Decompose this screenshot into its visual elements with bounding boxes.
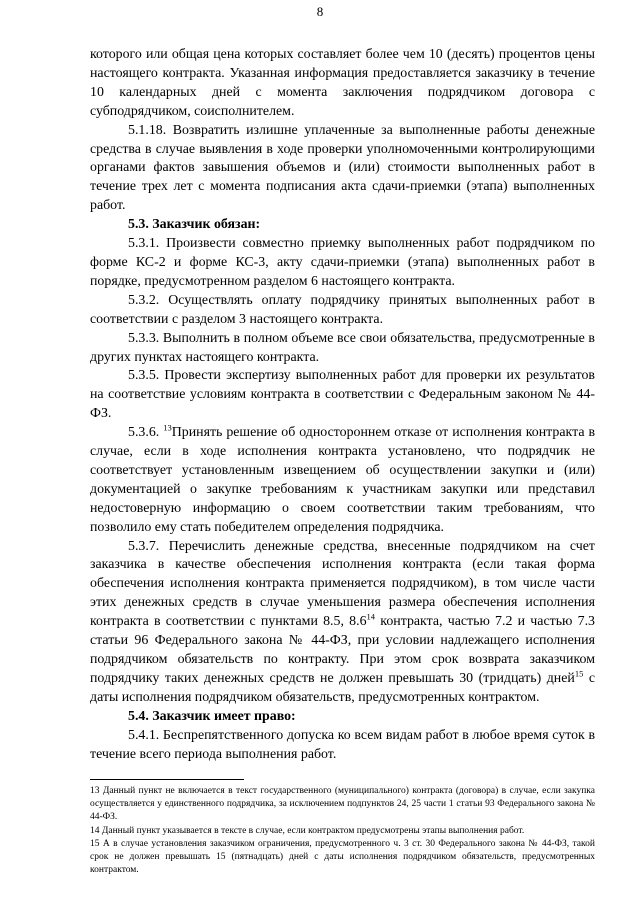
page-number: 8 xyxy=(316,4,324,19)
footnote-ref-15: 15 xyxy=(574,668,584,679)
footnote-separator xyxy=(90,779,244,780)
clause-5-3-5: 5.3.5. Провести экспертизу выполненных работ для проверки их результатов на соответствие условиям контракта в соответствии с Федеральным законом № 44-ФЗ. xyxy=(90,368,595,422)
footnote-15: 15 А в случае установления заказчиком ограничения, предусмотренного ч. 3 ст. 30 Федерального закона № 44-ФЗ, такой срок не должен превышать 15 (пятнадцать) дней с даты исполнения подрядчиком обязательств, предусмотренных контрактом. xyxy=(90,838,595,876)
clause-text-part-b: контракта, частью 7.2 и частью 7.3 статьи 96 Федерального закона № 44-ФЗ, при условии надлежащего исполнения подрядчиком обязательств по контракту. При этом срок возврата заказчиком подрядчику таких денежных средств не должен превышать 30 (тридцать) дней xyxy=(90,614,595,686)
clause-5-1-18: 5.1.18. Возвратить излишне уплаченные за выполненные работы денежные средства в случае выявления в ходе проверки уполномоченными контролирующими органами фактов завышения объемов и (или) стоимости выполненных работ в течение трех лет с момента подписания акта сдачи-приемки (этапа) выполненных работ. xyxy=(90,122,595,214)
clause-5-3-1: 5.3.1. Произвести совместно приемку выполненных работ подрядчиком по форме КС-2 и форме КС-3, акту сдачи-приемки (этапа) выполненных работ в порядке, предусмотренном разделом 6 настоящего контракта. xyxy=(90,236,595,289)
section-heading-5-3: 5.3. Заказчик обязан: xyxy=(128,217,261,233)
clause-text: Принять решение об одностороннем отказе от исполнения контракта в случае, если в ходе исполнения контракта установлено, что подрядчик не соответствует установленным извещением об осуществлении закупки и (или) документацией о закупке требованиям к участникам закупки или представил недостоверную информацию о своем соответствии таким требованиям, что позволило ему стать победителем определения подрядчика. xyxy=(90,425,595,535)
footnote-ref-13: 13 xyxy=(163,422,172,433)
clause-5-3-6 xyxy=(90,424,595,537)
footnote-14: 14 Данный пункт указывается в тексте в случае, если контрактом предусмотрены этапы выполнения работ. xyxy=(90,825,525,836)
clause-5-3-3: 5.3.3. Выполнить в полном объеме все свои обязательства, предусмотренные в других пунктах настоящего контракта. xyxy=(90,330,595,365)
clause-text-part-c: с даты исполнения подрядчиком обязательств, предусмотренных контрактом. xyxy=(90,670,595,705)
footnote-ref-14: 14 xyxy=(366,611,376,622)
clause-text-part-a: 5.3.7. Перечислить денежные средства, внесенные подрядчиком на счет заказчика в качестве обеспечения исполнения контракта (если такая форма обеспечения исполнения контракта применяется подрядчиком), в том числе части этих денежных средств в случае уменьшения размера обеспечения исполнения контракта в соответствии с пунктами 8.5, 8.6 xyxy=(90,538,595,630)
clause-number: 5.3.6. xyxy=(128,425,164,441)
section-heading-5-4: 5.4. Заказчик имеет право: xyxy=(128,708,296,724)
clause-5-4-1: 5.4.1. Беспрепятственного допуска ко всем видам работ в любое время суток в течение всего периода выполнения работ. xyxy=(90,727,595,762)
clause-5-3-7 xyxy=(90,538,595,708)
paragraph-continuation: которого или общая цена которых составляет более чем 10 (десять) процентов цены настоящего контракта. Указанная информация предоставляется заказчику в течение 10 календарных дней с момента заключения подрядчиком договора с субподрядчиком, соисполнителем. xyxy=(90,47,595,119)
footnote-13: 13 Данный пункт не включается в текст государственного (муниципального) контракта (договора) в случае, если закупка осуществляется у единственного подрядчика, за исключением подпунктов 24, 25 части 1 статьи 93 Федерального закона № 44-ФЗ. xyxy=(90,786,595,823)
clause-5-3-2: 5.3.2. Осуществлять оплату подрядчику принятых выполненных работ в соответствии с разделом 3 настоящего контракта. xyxy=(90,292,595,327)
footnotes xyxy=(90,785,595,877)
document-body xyxy=(90,46,595,764)
